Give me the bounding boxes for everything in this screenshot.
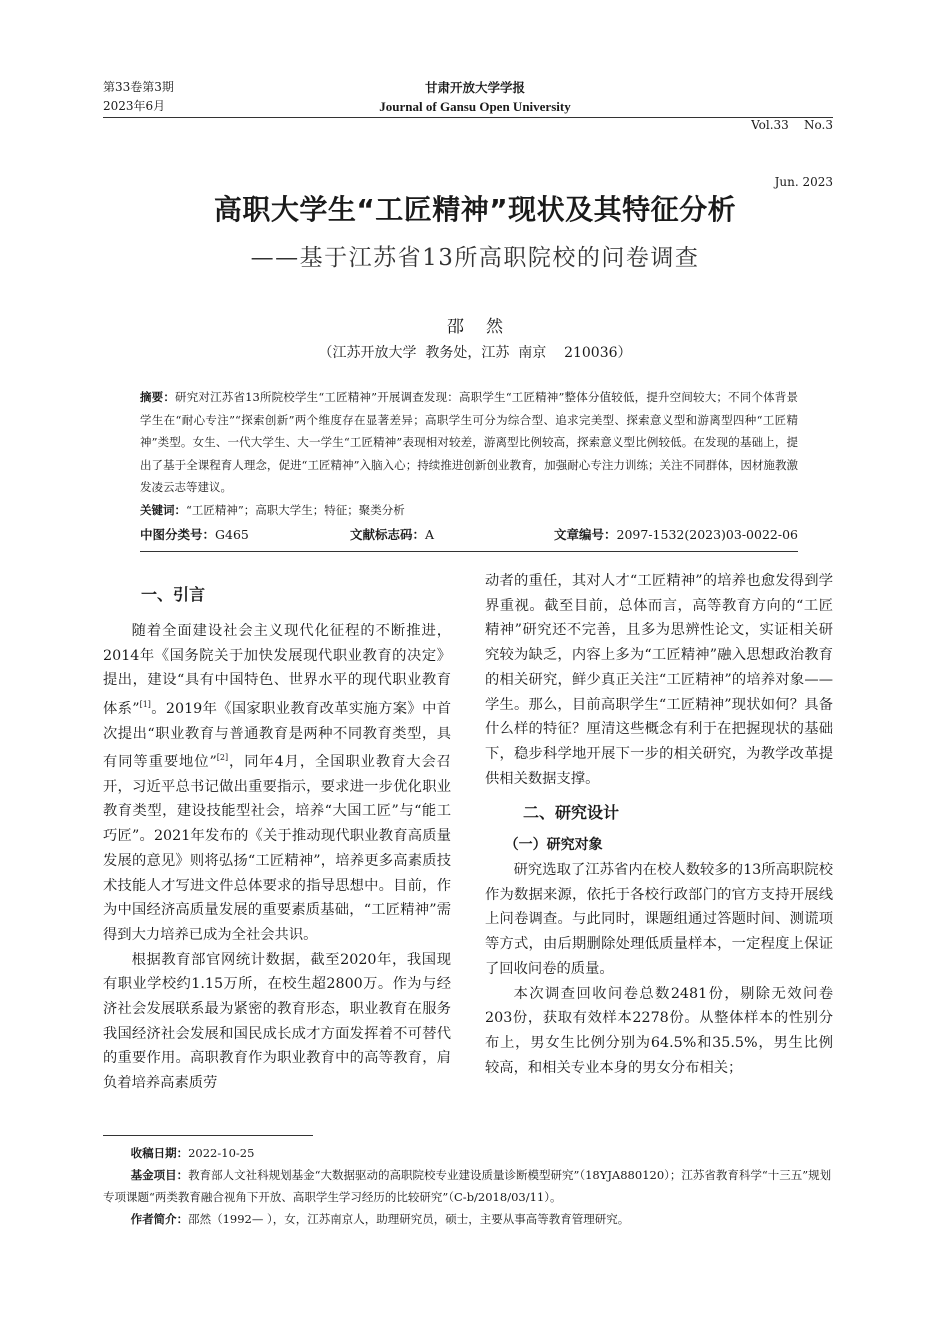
fund-label: 基金项目： [130, 1168, 189, 1182]
received-value: 2022-10-25 [188, 1146, 255, 1160]
right-column [485, 569, 833, 1080]
article-author: 邵然 [447, 317, 525, 337]
citation-2: [2] [216, 753, 229, 763]
keywords [140, 499, 798, 522]
author-bio [103, 1208, 833, 1230]
article-subtitle: ——基于江苏省13所高职院校的问卷调查 [250, 245, 700, 271]
header-journal [300, 78, 650, 116]
author-affiliation: （江苏开放大学 教务处，江苏 南京 210036） [318, 345, 632, 361]
paragraph-1-text-c: ，同年4月，全国职业教育大会召开，习近平总书记做出重要指示，要求进一步优化职业教育类型，建设技能型社会，培养“大国工匠”与“能工巧匠”。2021年发布的《关于推动现代职业教育高质量发展的意见》则将弘扬“工匠精神”，培养更多高素质技术技能人才写进文件总体要求的指导思想中。目前，作为中国经济高质量发展的重要素质基础，“工匠精神”需得到大力培养已成为全社会共识。 [103, 754, 451, 943]
article-number-label: 文章编号： [554, 527, 617, 542]
abstract [140, 386, 798, 499]
header-rule [103, 117, 833, 118]
clc-value: G465 [215, 527, 249, 542]
bio-label: 作者简介： [130, 1212, 189, 1226]
doc-code-label: 文献标志码： [350, 527, 426, 542]
paragraph-4: 研究选取了江苏省内在校人数较多的13所高职院校作为数据来源，依托于各校行政部门的官方支持开展线上问卷调查。与此同时，课题组通过答题时间、测谎项等方式，由后期删除处理低质量样本，一定程度上保证了回收问卷的质量。 [485, 862, 833, 977]
clc-label: 中图分类号： [140, 527, 216, 542]
doc-code-value: A [425, 527, 435, 542]
paragraph-5: 本次调查回收问卷总数2481份，剔除无效问卷203份，获取有效样本2278份。从整体样本的性别分布上，男女生比例分别为64.5%和35.5%，男生比例较高，和相关专业本身的男女分布相关； [485, 985, 833, 1076]
keywords-text: “工匠精神”；高职大学生；特征；聚类分析 [186, 502, 405, 517]
article-number-value: 2097-1532(2023)03-0022-06 [616, 527, 798, 542]
footnote-rule [103, 1135, 313, 1136]
header-issue [103, 78, 174, 116]
header-date: 2023年6月 [103, 99, 166, 113]
paragraph-1-text-b: 。2019年《国家职业教育改革实施方案》中首次提出“职业教育与普通教育是两种不同教育类型，具有同等重要地位” [103, 700, 451, 771]
abstract-rule [140, 551, 798, 552]
fund-info [103, 1164, 833, 1208]
paragraph-1 [103, 619, 451, 948]
abstract-label: 摘要： [140, 390, 176, 404]
section-1-title: 一、引言 [141, 585, 206, 604]
journal-name-en: Journal of Gansu Open University [379, 99, 571, 114]
article-number [554, 525, 798, 545]
received-label: 收稿日期： [130, 1146, 189, 1160]
article-title: 高职大学生“工匠精神”现状及其特征分析 [213, 193, 737, 226]
bio-text: 邵然（1992— ），女，江苏南京人，助理研究员，硕士，主要从事高等教育管理研究。 [188, 1212, 630, 1226]
fund-text: 教育部人文社科规划基金“大数据驱动的高职院校专业建设质量诊断模型研究”（18YJA880120）；江苏省教育科学“十三五”规划专项课题“两类教育融合视角下开放、高职学生学习经历的比较研究”（C-b/2018/03/11）。 [103, 1168, 832, 1204]
paragraph-2: 根据教育部官网统计数据，截至2020年，我国现有职业学校约1.15万所，在校生超2800万。作为与经济社会发展联系最为紧密的教育形态，职业教育在服务我国经济社会发展和国民成长成才方面发挥着不可替代的重要作用。高职教育作为职业教育中的高等教育，肩负着培养高素质劳 [103, 951, 451, 1092]
received-date [103, 1142, 833, 1164]
keywords-label: 关键词： [140, 502, 186, 517]
paragraph-3: 动者的重任，其对人才“工匠精神”的培养也愈发得到学界重视。截至目前，总体而言，高等教育方向的“工匠精神”研究还不完善，且多为思辨性论文，实证相关研究较为缺乏，内容上多为“工匠精神”融入思想政治教育的相关研究，鲜少真正关注“工匠精神”的培养对象——学生。那么，目前高职学生“工匠精神”现状如何？具备什么样的特征？厘清这些概念有利于在把握现状的基础下，稳步科学地开展下一步的相关研究，为教学改革提供相关数据支撑。 [485, 573, 833, 787]
header-vol-no: Vol.33 No.3 [751, 118, 833, 132]
header-date-en: Jun. 2023 [774, 175, 833, 189]
abstract-block [140, 386, 798, 521]
footnotes [103, 1142, 833, 1230]
left-column [103, 583, 451, 1096]
paragraph-1-text: 随着全面建设社会主义现代化征程的不断推进，2014年《国务院关于加快发展现代职业教育的决定》提出，建设“具有中国特色、世界水平的现代职业教育体系” [103, 623, 451, 717]
section-2-title: 二、研究设计 [523, 803, 620, 823]
clc-code [140, 525, 249, 545]
subsection-1-title: （一）研究对象 [504, 837, 603, 854]
abstract-text: 研究对江苏省13所院校学生“工匠精神”开展调查发现：高职学生“工匠精神”整体分值较低，提升空间较大；不同个体背景学生在“耐心专注”“探索创新”两个维度存在显著差异；高职学生可分为综合型、追求完美型、探索意义型和游离型四种“工匠精神”类型。女生、一代大学生、大一学生“工匠精神”表现相对较差，游离型比例较高，探索意义型比例较低。在发现的基础上，提出了基于全课程育人理念，促进“工匠精神”入脑入心；持续推进创新创业教育，加强耐心专注力训练；关注不同群体，因材施教激发凌云志等建议。 [140, 390, 798, 494]
citation-1: [1] [139, 700, 151, 710]
header-volume: 第33卷第3期 [103, 80, 174, 94]
journal-name-cn: 甘肃开放大学学报 [424, 80, 525, 95]
doc-code [350, 525, 434, 545]
